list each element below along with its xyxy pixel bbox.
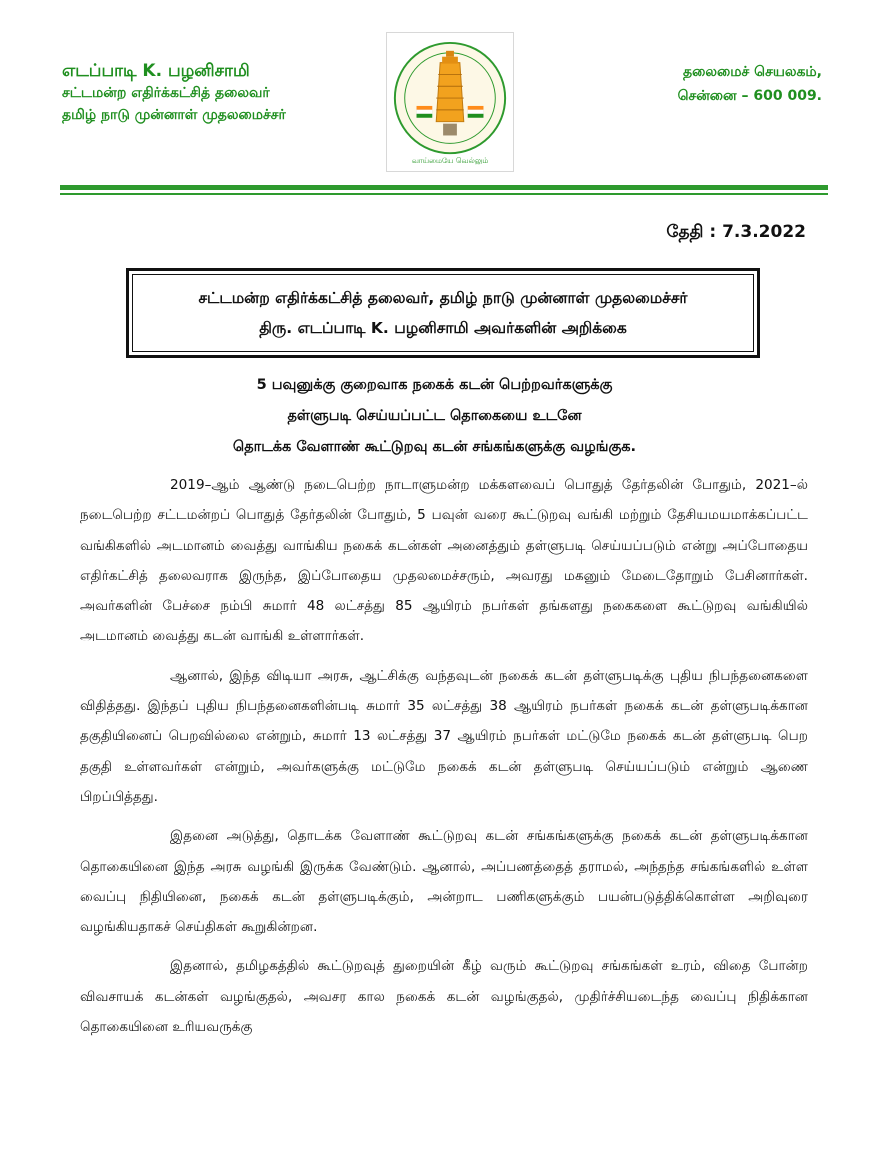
sender-designation-1: சட்டமன்ற எதிர்க்கட்சித் தலைவர் (62, 85, 270, 101)
release-date: தேதி : 7.3.2022 (666, 222, 806, 242)
sender-block (62, 60, 362, 126)
headline (70, 370, 799, 463)
office-name: தலைமைச் செயலகம், (683, 64, 822, 80)
emblem-seal-icon (387, 33, 513, 171)
title-line-1: சட்டமன்ற எதிர்க்கட்சித் தலைவர், தமிழ் நாடு முன்னாள் முதலமைச்சர் (198, 289, 688, 307)
office-address-block (612, 60, 822, 108)
headline-line-2: தள்ளுபடி செய்யப்பட்ட தொகையை உடனே (287, 408, 582, 424)
sender-name: எடப்பாடி K. பழனிசாமி (62, 61, 250, 81)
paragraph-1: 2019–ஆம் ஆண்டு நடைபெற்ற நாடாளுமன்ற மக்களவைப் பொதுத் தேர்தலின் போதும், 2021–ல் நடைபெற்ற சட்டமன்றப் பொதுத் தேர்தலின் போதும், 5 பவுன் வரை கூட்டுறவு வங்கி மற்றும் தேசியமயமாக்கப்பட்ட வங்கிகளில் அடமானம் வைத்து வாங்கிய நகைக் கடன்கள் அனைத்தும் தள்ளுபடி செய்யப்படும் என்று அப்போதைய எதிர்கட்சித் தலைவராக இருந்த, இப்போதைய முதலமைச்சரும், அவரது மகனும் மேடைதோறும் பேசினார்கள். அவர்களின் பேச்சை நம்பி சுமார் 48 லட்சத்து 85 ஆயிரம் நபர்கள் தங்களது நகைகளை கூட்டுறவு வங்கியில் அடமானம் வைத்து கடன் வாங்கி உள்ளார்கள். (80, 477, 808, 645)
office-city: சென்னை – 600 009. (677, 88, 822, 104)
headline-line-3: தொடக்க வேளாண் கூட்டுறவு கடன் சங்கங்களுக்கு வழங்குக. (232, 439, 637, 455)
header-divider-thick (60, 185, 828, 190)
paragraph-3: இதனை அடுத்து, தொடக்க வேளாண் கூட்டுறவு கடன் சங்கங்களுக்கு நகைக் கடன் தள்ளுபடிக்கான தொகையினை இந்த அரசு வழங்கி இருக்க வேண்டும். ஆனால், அப்பணத்தைத் தராமல், அந்தந்த சங்கங்களில் உள்ள வைப்பு நிதியினை, நகைக் கடன் தள்ளுபடிக்கும், அன்றாட பணிகளுக்கும் பயன்படுத்திக்கொள்ள அறிவுரை வழங்கியதாகச் செய்திகள் கூறுகின்றன. (80, 828, 808, 936)
emblem-motto: வாய்மையே வெல்லும் (411, 156, 489, 166)
paragraph-4: இதனால், தமிழகத்தில் கூட்டுறவுத் துறையின் கீழ் வரும் கூட்டுறவு சங்கங்கள் உரம், விதை போன்ற விவசாயக் கடன்கள் வழங்குதல், அவசர கால நகைக் கடன் வழங்குதல், முதிர்ச்சியடைந்த வைப்பு நிதிக்கான தொகையினை உரியவருக்கு (80, 958, 808, 1036)
tamil-nadu-emblem (386, 32, 514, 172)
body-text (80, 470, 808, 1051)
headline-line-1: 5 பவுனுக்கு குறைவாக நகைக் கடன் பெற்றவர்களுக்கு (256, 377, 613, 393)
title-line-2: திரு. எடப்பாடி K. பழனிசாமி அவர்களின் அறிக்கை (259, 319, 627, 337)
paragraph-2: ஆனால், இந்த விடியா அரசு, ஆட்சிக்கு வந்தவுடன் நகைக் கடன் தள்ளுபடிக்கு புதிய நிபந்தனைகளை விதித்தது. இந்தப் புதிய நிபந்தனைகளின்படி சுமார் 35 லட்சத்து 38 ஆயிரம் நபர்கள் நகைக் கடன் தள்ளுபடிக்கான தகுதியினைப் பெறவில்லை என்றும், சுமார் 13 லட்சத்து 37 ஆயிரம் நபர்கள் மட்டுமே நகைக் கடன் தள்ளுபடி பெற தகுதி உள்ளவர்கள் என்றும், அவர்களுக்கு மட்டுமே நகைக் கடன் தள்ளுபடி செய்யப்படும் என்றும் ஆணை பிறப்பித்தது. (80, 667, 808, 805)
sender-designation-2: தமிழ் நாடு முன்னாள் முதலமைச்சர் (62, 107, 286, 123)
title-box (126, 268, 760, 358)
header-divider-thin (60, 193, 828, 195)
